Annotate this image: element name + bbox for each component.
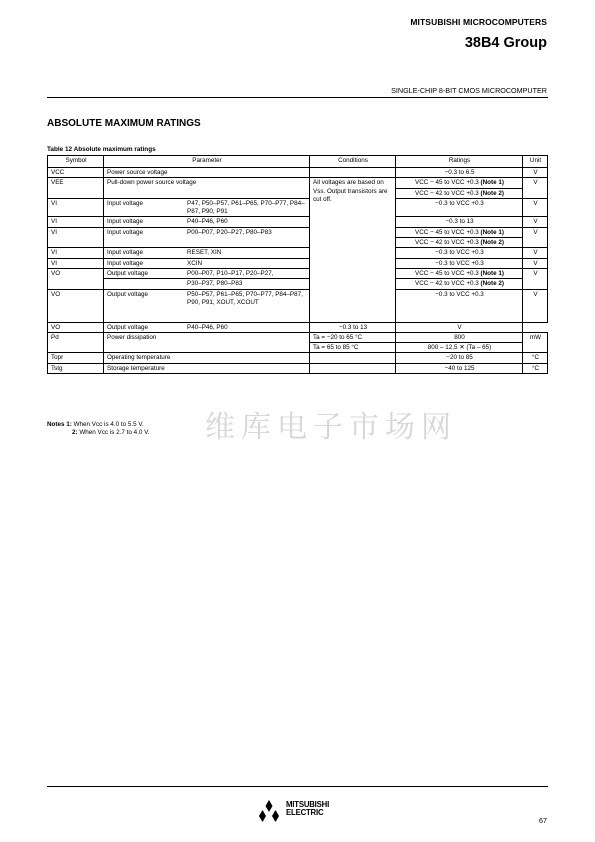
watermark-text: 维库电子市场网 (205, 410, 457, 445)
rating-cell: −0.3 to 13 (310, 322, 396, 332)
parameter-cell: Power dissipation (104, 332, 310, 353)
parameter-pins: P40–P46, P60 (187, 218, 228, 226)
symbol-cell: VI (48, 198, 104, 217)
header-rule (47, 97, 548, 98)
unit-cell: V (523, 217, 548, 227)
header-group: 38B4 Group (464, 35, 547, 51)
parameter-cell (104, 217, 310, 227)
parameter-pins: RESET, XIN (187, 249, 222, 257)
rating-text: VCC − 42 to VCC +0.3 (415, 189, 479, 197)
col-header-ratings: Ratings (396, 156, 523, 168)
rating-cell (396, 238, 523, 248)
table-row (48, 168, 548, 178)
rating-cell (396, 279, 523, 289)
table-row (48, 279, 548, 289)
parameter-name: Output voltage (107, 269, 148, 277)
ratings-table (47, 155, 548, 374)
table-notes (47, 421, 149, 437)
parameter-cell (104, 248, 310, 258)
table-row (48, 258, 548, 268)
parameter-name: Input voltage (107, 218, 144, 226)
parameter-cell (104, 322, 310, 332)
parameter-name: Output voltage (107, 323, 148, 331)
table-row (48, 332, 548, 342)
parameter-name: Input voltage (107, 199, 144, 207)
symbol-cell: VI (48, 217, 104, 227)
note-ref: (Note 1) (480, 269, 504, 277)
symbol-cell: VO (48, 268, 104, 289)
rating-text: VCC − 45 to VCC +0.3 (415, 269, 479, 277)
table-row (48, 353, 548, 363)
rating-cell: 800 (396, 332, 523, 342)
page-number: 67 (539, 816, 547, 825)
parameter-cell: Pull-down power source voltage (104, 178, 310, 199)
rating-cell: −40 to 125 (396, 363, 523, 373)
rating-text: VCC − 42 to VCC +0.3 (415, 280, 479, 288)
parameter-pins: P50–P57, P61–P65, P70–P77, P84–P87, P90, P91, XOUT, XCOUT (187, 290, 303, 306)
rating-text: VCC − 45 to VCC +0.3 (415, 228, 479, 236)
note-1-text: When Vcc is 4.0 to 5.5 V. (73, 421, 144, 428)
symbol-cell: VO (48, 289, 104, 322)
unit-cell: V (523, 289, 548, 322)
col-header-parameter: Parameter (104, 156, 310, 168)
note-ref: (Note 1) (480, 179, 504, 187)
parameter-pins: P47, P50–P57, P61–P65, P70–P77, P84–P87, P90, P91 (187, 199, 305, 216)
condition-cell: Ta = −20 to 65 °C (310, 332, 396, 342)
parameter-cell: Power source voltage (104, 168, 310, 178)
table-row (48, 268, 548, 278)
unit-cell: V (523, 198, 548, 217)
table-row (48, 289, 548, 322)
symbol-cell: VCC (48, 168, 104, 178)
header-subtitle: SINGLE-CHIP 8-BIT CMOS MICROCOMPUTER (391, 86, 547, 95)
unit-cell: °C (523, 353, 548, 363)
table-row (48, 248, 548, 258)
table-caption: Table 12 Absolute maximum ratings (47, 146, 156, 153)
unit-cell: V (523, 168, 548, 178)
logo-line-1: MITSUBISHI (286, 800, 330, 809)
unit-cell: mW (523, 332, 548, 353)
note-ref: (Note 1) (480, 228, 504, 236)
rating-cell (396, 178, 523, 188)
note-2 (47, 429, 149, 437)
col-header-symbol: Symbol (48, 156, 104, 168)
header-company: MITSUBISHI MICROCOMPUTERS (410, 17, 547, 27)
rating-cell: −0.3 to VCC +0.3 (396, 289, 523, 322)
rating-cell: −0.3 to VCC +0.3 (396, 248, 523, 258)
unit-cell: V (523, 178, 548, 199)
parameter-pins: P30–P37, P80–P83 (187, 280, 243, 288)
parameter-name: Input voltage (107, 249, 144, 257)
note-1 (47, 421, 149, 429)
table-row (48, 178, 548, 188)
rating-cell (396, 188, 523, 198)
rating-cell: −20 to 85 (396, 353, 523, 363)
rating-text: VCC − 42 to VCC +0.3 (415, 239, 479, 247)
parameter-cell (104, 289, 310, 322)
rating-cell (396, 227, 523, 237)
table-row (48, 322, 548, 332)
parameter-name: Output voltage (107, 290, 148, 298)
parameter-pins: P00–P07, P20–P27, P80–P83 (187, 228, 272, 236)
unit-cell: °C (523, 363, 548, 373)
note-1-label: Notes 1: (47, 421, 72, 428)
logo-line-2: ELECTRIC (286, 808, 324, 818)
parameter-cell (104, 227, 310, 248)
rating-text: VCC − 45 to VCC +0.3 (415, 179, 479, 187)
col-header-conditions: Conditions (310, 156, 396, 168)
section-title: ABSOLUTE MAXIMUM RATINGS (47, 118, 201, 129)
parameter-cell (104, 268, 310, 278)
table-row (48, 227, 548, 237)
symbol-cell: Tstg (48, 363, 104, 373)
symbol-cell: Topr (48, 353, 104, 363)
condition-cell: Ta = 65 to 85 °C (310, 343, 396, 353)
parameter-name: Input voltage (107, 228, 144, 236)
symbol-cell: VI (48, 248, 104, 258)
conditions-cell-blank (310, 363, 396, 373)
parameter-cell (104, 198, 310, 217)
rating-cell: −0.3 to 6.5 (396, 168, 523, 178)
table-row (48, 363, 548, 373)
parameter-pins: XCIN (187, 259, 203, 267)
unit-cell: V (523, 268, 548, 289)
conditions-cell: All voltages are based on Vss. Output transistors are cut off. (310, 178, 396, 322)
rating-cell: −0.3 to VCC +0.3 (396, 198, 523, 217)
parameter-cell: Operating temperature (104, 353, 310, 363)
table-row (48, 217, 548, 227)
conditions-cell-blank (310, 353, 396, 363)
rating-cell (396, 268, 523, 278)
footer-rule (47, 786, 548, 787)
company-logo-text (286, 801, 329, 818)
unit-cell: V (523, 227, 548, 248)
symbol-cell: VI (48, 227, 104, 248)
unit-cell: V (523, 248, 548, 258)
rating-cell: −0.3 to VCC +0.3 (396, 258, 523, 268)
note-ref: (Note 2) (480, 280, 504, 288)
conditions-cell-blank (310, 168, 396, 178)
table-header-row (48, 156, 548, 168)
parameter-cell: Storage temperature (104, 363, 310, 373)
parameter-name: Input voltage (107, 259, 144, 267)
parameter-cell (104, 258, 310, 268)
table-row (48, 198, 548, 217)
parameter-pins: P40–P46, P60 (187, 323, 228, 331)
symbol-cell: VEE (48, 178, 104, 199)
symbol-cell: VO (48, 322, 104, 332)
rating-cell: −0.3 to 13 (396, 217, 523, 227)
unit-cell: V (396, 322, 523, 332)
parameter-cell (104, 279, 310, 289)
rating-cell: 800 – 12.5 ✕ (Ta – 65) (396, 343, 523, 353)
unit-cell: V (523, 258, 548, 268)
symbol-cell: Pd (48, 332, 104, 353)
col-header-unit: Unit (523, 156, 548, 168)
note-ref: (Note 2) (480, 239, 504, 247)
note-ref: (Note 2) (480, 189, 504, 197)
parameter-pins: P00–P07, P10–P17, P20–P27, (187, 269, 274, 277)
note-2-label: 2: (72, 428, 78, 436)
parameter-name-spacer (107, 280, 187, 288)
symbol-cell: VI (48, 258, 104, 268)
note-2-text: When Vcc is 2.7 to 4.0 V. (79, 428, 150, 436)
